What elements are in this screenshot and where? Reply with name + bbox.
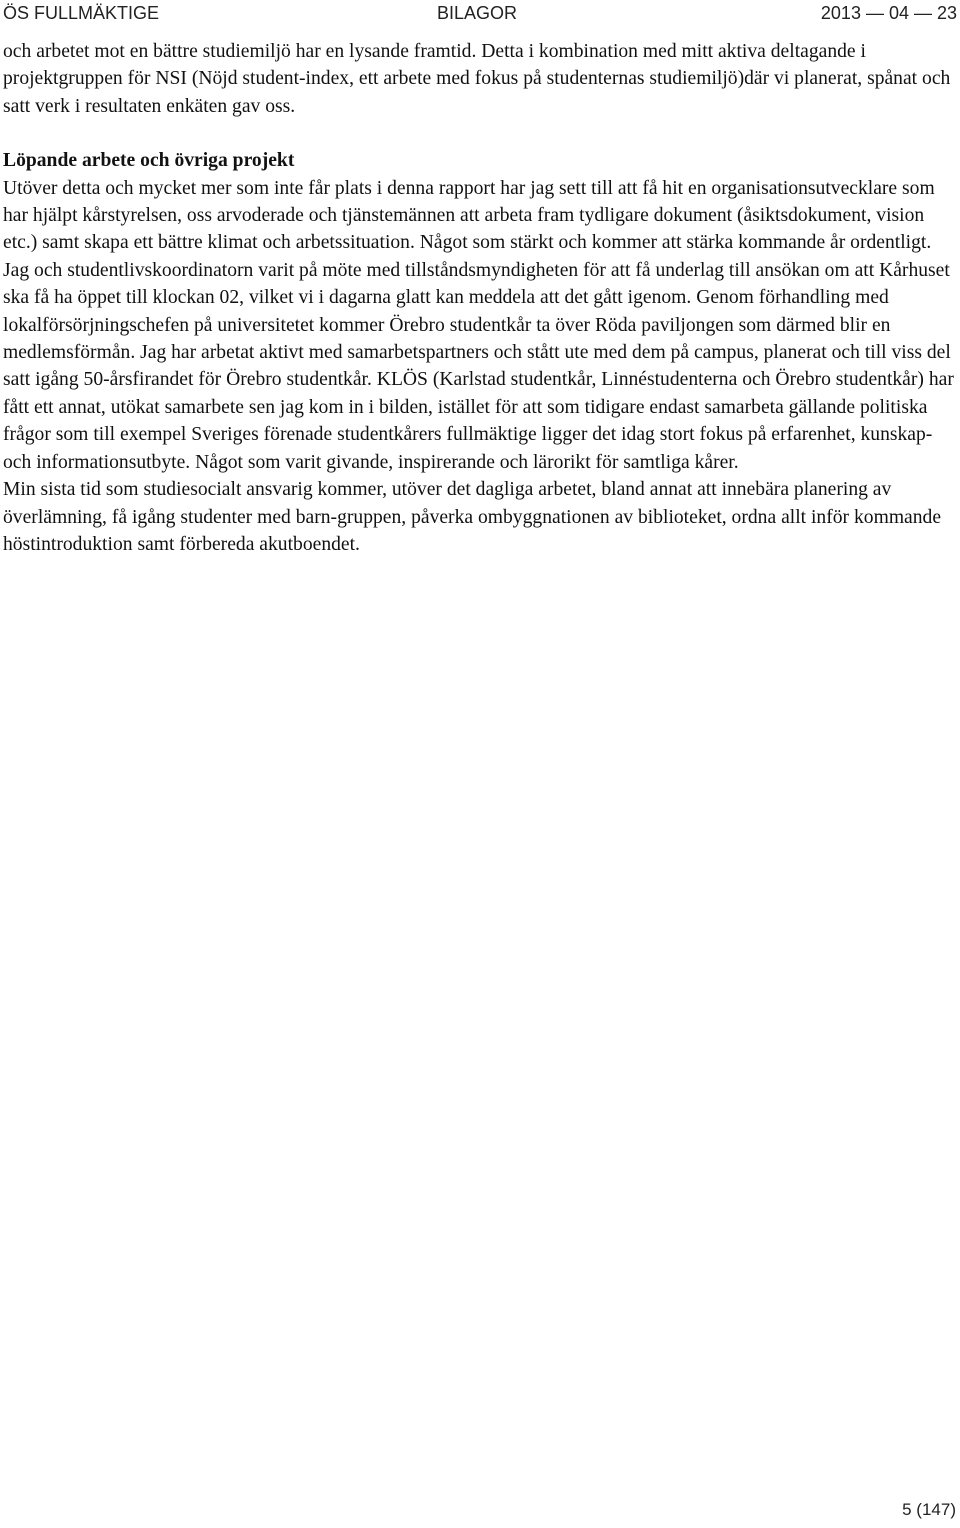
intro-paragraph: och arbetet mot en bättre studiemiljö har en lysande framtid. Detta i kombination med mitt aktiva deltagande i projektgruppen för NSI (Nöjd student-index, ett arbete med fokus på studenternas studiemiljö)där vi planerat, spånat och satt verk i resultaten enkäten gav oss. xyxy=(3,41,951,117)
body-paragraph-1: Utöver detta och mycket mer som inte får plats i denna rapport har jag sett till att få hit en organisationsutvecklare som har hjälpt kårstyrelsen, oss arvoderade och tjänstemännen att arbeta fram tydligare dokument (åsiktsdokument, vision etc.) samt skapa ett bättre klimat och arbetssituation. Något som stärkt och kommer att stärka kommande år ordentligt. Jag och studentlivskoordinatorn varit på möte med tillståndsmyndigheten för att få underlag till ansökan om att Kårhuset ska få ha öppet till klockan 02, vilket vi i dagarna glatt kan meddela att det gått igenom. Genom förhandling med lokalförsörjningschefen på universitetet kommer Örebro studentkår ta över Röda paviljongen som därmed blir en medlemsförmån. Jag har arbetat aktivt med samarbetspartners och stått ute med dem på campus, planerat och till viss del satt igång 50-årsfirandet för Örebro studentkår. KLÖS (Karlstad studentkår, Linnéstudenterna och Örebro studentkår) har fått ett annat, utökat samarbete sen jag kom in i bilden, istället för att som tidigare endast samarbeta gällande politiska frågor som till exempel Sveriges förenade studentkårers fullmäktige ligger det idag stort fokus på erfarenhet, kunskap- och informationsutbyte. Något som varit givande, inspirerande och lärorikt för samtliga kårer. xyxy=(3,177,954,473)
header-date: 2013 — 04 — 23 xyxy=(820,3,957,23)
page-number: 5 (147) xyxy=(902,1500,956,1519)
header-document-title: ÖS FULLMÄKTIGE xyxy=(3,3,160,23)
document-body xyxy=(3,38,955,558)
body-paragraph-2: Min sista tid som studiesocialt ansvarig kommer, utöver det dagliga arbetet, bland annat att innebära planering av överlämning, få igång studenter med barn-gruppen, påverka ombyggnationen av biblioteket, ordna allt inför kommande höstintroduktion samt förbereda akutboendet. xyxy=(3,479,942,555)
section-heading: Löpande arbete och övriga projekt xyxy=(3,150,295,172)
page-header xyxy=(0,0,960,30)
header-section-label: BILAGOR xyxy=(437,3,518,23)
